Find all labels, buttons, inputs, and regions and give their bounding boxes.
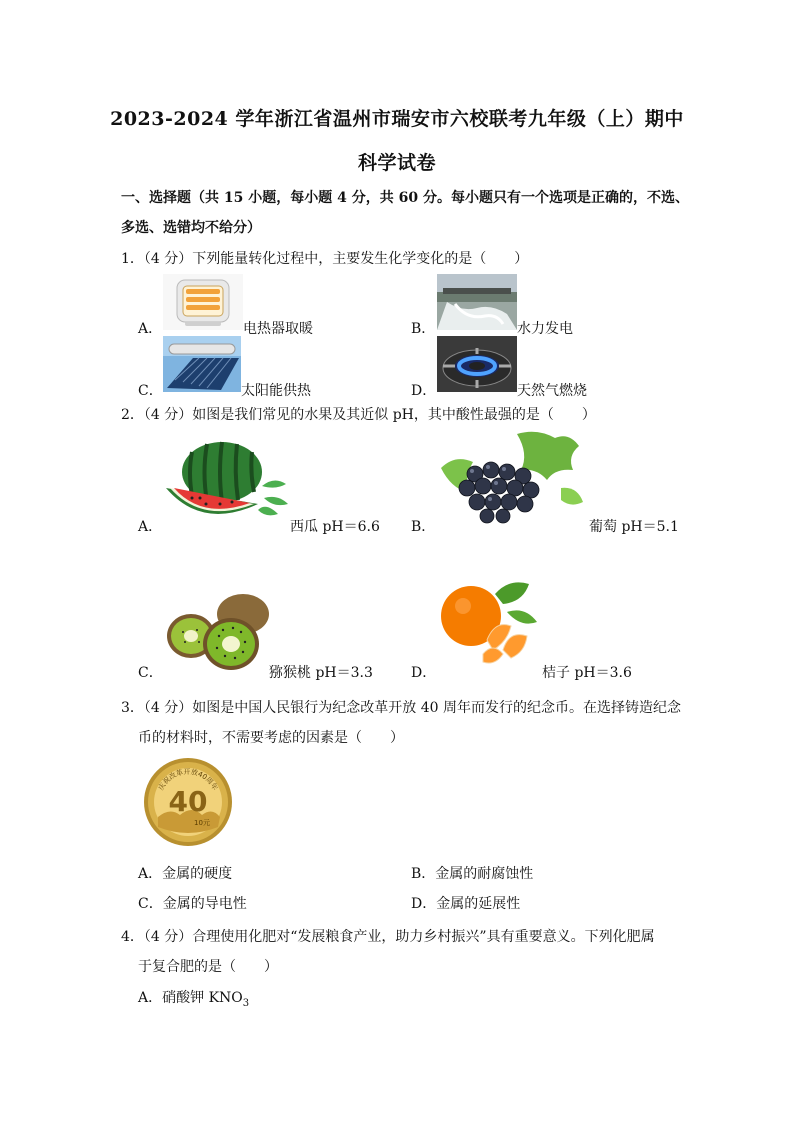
watermelon-icon xyxy=(162,440,292,530)
dam-icon xyxy=(437,274,517,330)
commemorative-coin-icon xyxy=(140,757,236,847)
q1-option-d-letter: D． xyxy=(411,383,437,399)
q3-option-b-letter: B． xyxy=(411,866,436,882)
q4-option-a-subscript: 3 xyxy=(242,997,250,1009)
q1-option-b-letter: B． xyxy=(411,321,436,337)
question-3-stem-line2: 币的材料时，不需要考虑的因素是（ ） xyxy=(138,730,404,746)
kiwi-icon xyxy=(163,588,273,674)
q3-option-a xyxy=(138,863,232,883)
gas-stove-flame-icon xyxy=(437,336,517,392)
q2-option-d-letter: D． xyxy=(411,665,437,681)
q2-option-c-letter: C． xyxy=(138,665,163,681)
q1-option-d-text: 天然气燃烧 xyxy=(517,383,587,399)
electric-heater-icon xyxy=(163,274,243,330)
q3-option-b xyxy=(411,863,533,883)
coin-arc-text: 庆祝改革开放40周年 xyxy=(156,767,220,792)
section-header-line1: 一、选择题（共 15 小题，每小题 4 分，共 60 分。每小题只有一个选项是正确的，不选、 xyxy=(121,190,689,206)
page-title: 2023-2024 学年浙江省温州市瑞安市六校联考九年级（上）期中 xyxy=(110,108,684,130)
q1-option-a-text: 电热器取暖 xyxy=(243,321,313,337)
question-1-stem: 1．（4 分）下列能量转化过程中，主要发生化学变化的是（ ） xyxy=(121,251,529,267)
q3-option-d xyxy=(411,893,520,913)
section-header-line2: 多选、选错均不给分） xyxy=(121,220,261,236)
page-subtitle: 科学试卷 xyxy=(357,152,436,174)
q2-option-b-text: 葡萄 pH＝5.1 xyxy=(589,519,679,535)
q3-option-a-text: 金属的硬度 xyxy=(162,866,233,882)
question-4-stem-line2: 于复合肥的是（ ） xyxy=(138,959,278,975)
q3-option-c-text: 金属的导电性 xyxy=(162,896,247,912)
question-2-stem: 2．（4 分）如图是我们常见的水果及其近似 pH，其中酸性最强的是（ ） xyxy=(121,407,596,423)
q3-option-c xyxy=(138,893,247,913)
q4-option-a-text: 硝酸钾 KNO xyxy=(162,990,243,1006)
q1-option-c-letter: C． xyxy=(138,383,163,399)
q1-option-b-text: 水力发电 xyxy=(517,321,573,337)
coin-denomination: 10元 xyxy=(194,819,210,827)
q3-option-c-letter: C． xyxy=(138,896,163,912)
q2-option-a-letter: A． xyxy=(138,519,163,535)
question-4-stem-line1: 4．（4 分）合理使用化肥对“发展粮食产业，助力乡村振兴”具有重要意义。下列化肥属 xyxy=(121,929,655,945)
solar-water-heater-icon xyxy=(163,336,241,392)
grapes-icon xyxy=(437,428,587,528)
q3-option-a-letter: A． xyxy=(138,866,163,882)
q3-option-d-text: 金属的延展性 xyxy=(436,896,521,912)
q1-option-a-letter: A． xyxy=(138,321,163,337)
q2-option-a-text: 西瓜 pH＝6.6 xyxy=(290,519,380,535)
question-3-stem-line1: 3．（4 分）如图是中国人民银行为纪念改革开放 40 周年而发行的纪念币。在选择铸造纪念 xyxy=(121,700,681,716)
orange-icon xyxy=(437,578,547,668)
q1-option-c-text: 太阳能供热 xyxy=(241,383,311,399)
q4-option-a xyxy=(138,987,249,1009)
q2-option-c-text: 猕猴桃 pH＝3.3 xyxy=(269,665,373,681)
q3-option-d-letter: D． xyxy=(411,896,437,912)
q4-option-a-letter: A． xyxy=(138,990,163,1006)
q2-option-b-letter: B． xyxy=(411,519,436,535)
q2-option-d-text: 桔子 pH＝3.6 xyxy=(542,665,632,681)
q3-option-b-text: 金属的耐腐蚀性 xyxy=(435,866,534,882)
coin-number: 40 xyxy=(168,785,208,818)
